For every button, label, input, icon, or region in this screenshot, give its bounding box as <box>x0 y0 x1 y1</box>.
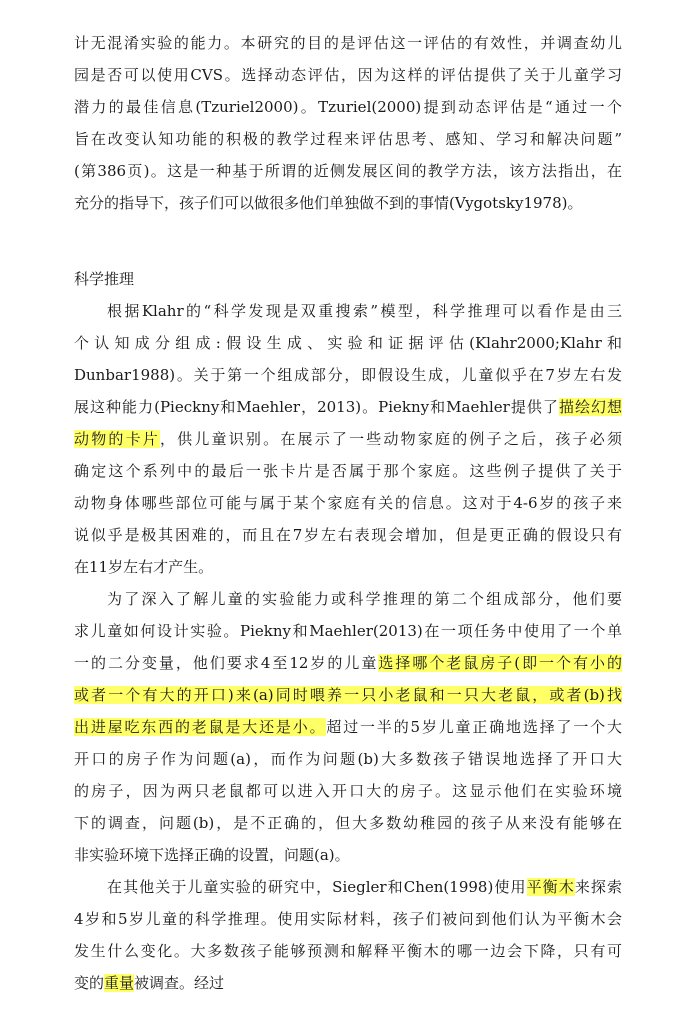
text-line: 充分的指导下，孩子们可以做很多他们单独做不到的事情(Vygotsky1978)。 <box>74 194 583 212</box>
text-line: 计无混淆实验的能力。本研究的目的是评估这一评估的有效性，并调查幼儿 <box>74 34 622 52</box>
text-line: 根据Klahr的“科学发现是双重搜索”模型，科学推理可以看作是由三 <box>107 302 622 320</box>
highlighted-text: 描绘幻想 <box>558 398 622 416</box>
text-line: 开口的房子作为问题(a)，而作为问题(b)大多数孩子错误地选择了开口大 <box>74 750 622 768</box>
text-line: (第386页)。这是一种基于所谓的近侧发展区间的教学方法，该方法指出，在 <box>74 162 622 180</box>
text-line: 为了深入了解儿童的实验能力或科学推理的第二个组成部分，他们要 <box>107 590 622 608</box>
text-line: 的房子，因为两只老鼠都可以进入开口大的房子。这显示他们在实验环境 <box>74 782 622 800</box>
text-line: 动物身体哪些部位可能与属于某个家庭有关的信息。这对于4-6岁的孩子来 <box>74 494 622 512</box>
text-line: 非实验环境下选择正确的设置，问题(a)。 <box>74 846 350 864</box>
text-line: 求儿童如何设计实验。Piekny和Maehler(2013)在一项任务中使用了一个单 <box>74 622 622 640</box>
text-line: 下的调查，问题(b)，是不正确的，但大多数幼稚园的孩子从来没有能够在 <box>74 814 622 832</box>
text-run: 在其他关于儿童实验的研究中，Siegler和Chen(1998)使用 <box>107 878 527 896</box>
text-line: Dunbar1988)。关于第一个组成部分，即假设生成，儿童似乎在7岁左右发 <box>74 366 622 384</box>
text-run: 一的二分变量，他们要求4至12岁的儿童 <box>74 654 379 672</box>
text-line: 4岁和5岁儿童的科学推理。使用实际材料，孩子们被问到他们认为平衡木会 <box>74 910 622 928</box>
text-run: 展这种能力(Pieckny和Maehler，2013)。Piekny和Maehler提供了 <box>74 398 559 416</box>
highlighted-text: 平衡木 <box>526 878 575 896</box>
section-heading: 科学推理 <box>74 270 135 288</box>
text-line <box>74 968 622 998</box>
text-run: 被调查。经过 <box>134 974 225 992</box>
text-line: 确定这个系列中的最后一张卡片是否属于那个家庭。这些例子提供了关于 <box>74 462 622 480</box>
text-run: 变的 <box>74 974 105 992</box>
text-line <box>74 872 622 902</box>
text-line <box>74 424 622 454</box>
text-line: 发生什么变化。大多数孩子能够预测和解释平衡木的哪一边会下降，只有可 <box>74 942 622 960</box>
text-line <box>74 680 622 710</box>
text-run: 超过一半的5岁儿童正确地选择了一个大 <box>326 718 622 736</box>
text-line: 在11岁左右才产生。 <box>74 558 214 576</box>
text-line: 旨在改变认知功能的积极的教学过程来评估思考、感知、学习和解决问题” <box>74 130 622 148</box>
text-line: 潜力的最佳信息(Tzuriel2000)。Tzuriel(2000)提到动态评估是“通过一个 <box>74 98 622 116</box>
highlighted-text: 出进屋吃东西的老鼠是大还是小。 <box>74 718 327 736</box>
highlighted-text: 选择哪个老鼠房子(即一个有小的 <box>378 654 622 672</box>
highlighted-text: 重量 <box>104 974 135 992</box>
text-line: 说似乎是极其困难的，而且在7岁左右表现会增加，但是更正确的假设只有 <box>74 526 622 544</box>
text-line <box>74 392 622 422</box>
text-run: 来探索 <box>574 878 622 896</box>
text-line <box>74 648 622 678</box>
text-line <box>74 712 622 742</box>
text-run: ，供儿童识别。在展示了一些动物家庭的例子之后，孩子必须 <box>159 430 622 448</box>
text-line: 园是否可以使用CVS。选择动态评估，因为这样的评估提供了关于儿童学习 <box>74 66 622 84</box>
highlighted-text: 或者一个有大的开口)来(a)同时喂养一只小老鼠和一只大老鼠，或者(b)找 <box>74 686 622 704</box>
text-line: 个认知成分组成:假设生成、实验和证据评估(Klahr2000;Klahr和 <box>74 334 622 352</box>
highlighted-text: 动物的卡片 <box>74 430 160 448</box>
